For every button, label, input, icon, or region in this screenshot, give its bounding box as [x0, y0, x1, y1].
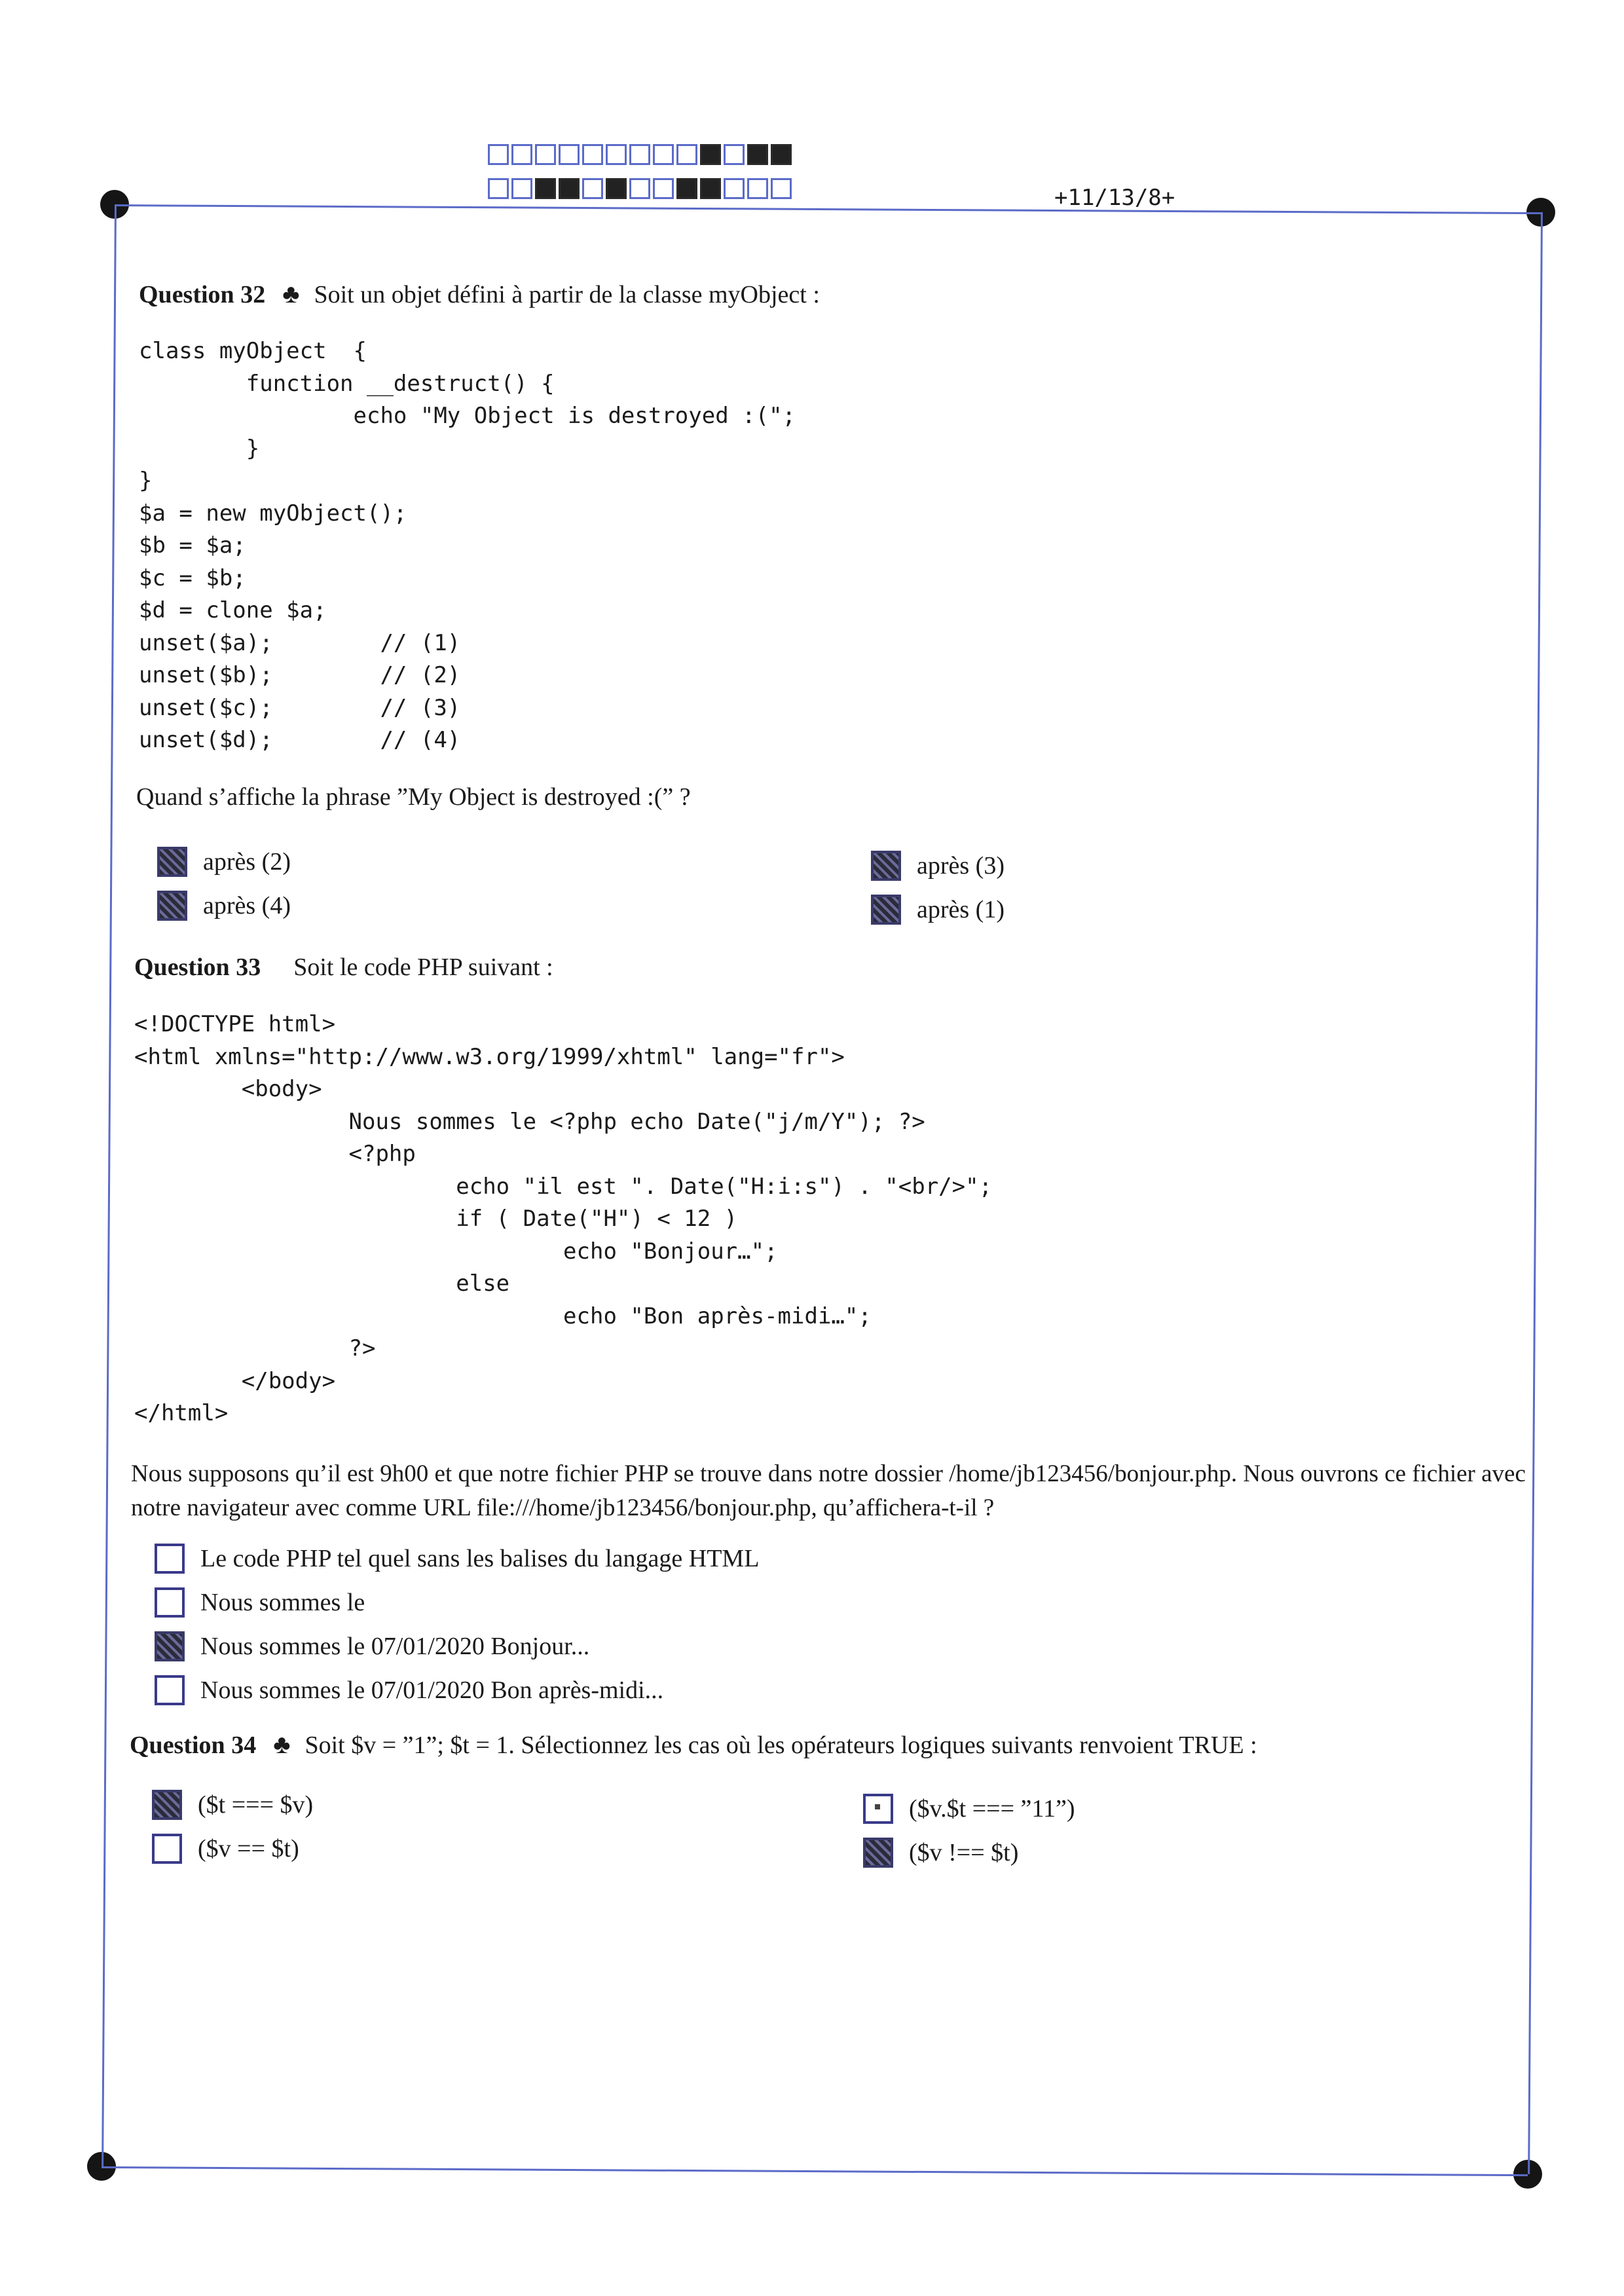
q32-answer-after-4[interactable]	[157, 891, 291, 921]
q34-answer-strict-equal[interactable]	[152, 1790, 313, 1820]
checkbox-checked[interactable]	[871, 851, 901, 881]
question-33-paragraph: Nous supposons qu’il est 9h00 et que notre fichier PHP se trouve dans notre dossier /home/jb123456/bonjour.php. Nous ouvrons ce fichier avec notre navigateur avec comme URL file:///home/jb123456/bonjour.php, qu’affichera-t-il ?	[131, 1460, 1526, 1521]
answer-label: après (1)	[917, 896, 1005, 923]
question-prompt: Soit $v = ”1”; $t = 1. Sélectionnez les cas où les opérateurs logiques suivants renvoient TRUE :	[304, 1731, 1257, 1759]
checkbox-unchecked[interactable]	[155, 1587, 185, 1618]
checkbox-checked[interactable]	[157, 891, 187, 921]
club-icon: ♣	[273, 1730, 291, 1759]
q34-answer-loose-equal[interactable]	[152, 1834, 299, 1864]
answer-label: ($v.$t === ”11”)	[909, 1795, 1075, 1823]
answer-label: ($t === $v)	[198, 1791, 314, 1819]
checkbox-unchecked[interactable]	[152, 1834, 182, 1864]
frame-right	[1528, 212, 1543, 2174]
q33-answer-bonjour[interactable]	[155, 1631, 589, 1661]
question-34-title	[130, 1729, 1257, 1760]
checkbox-checked[interactable]	[157, 847, 187, 877]
checkbox-unchecked[interactable]	[155, 1675, 185, 1705]
club-icon: ♣	[282, 279, 300, 308]
answer-label: après (4)	[203, 892, 291, 919]
scan-id-code	[488, 144, 802, 210]
answer-label: Nous sommes le	[200, 1589, 365, 1616]
checkbox-checked[interactable]	[871, 895, 901, 925]
checkbox-unchecked[interactable]	[863, 1794, 893, 1824]
checkbox-checked[interactable]	[155, 1631, 185, 1661]
q32-answer-after-2[interactable]	[157, 847, 291, 877]
frame-left	[101, 204, 117, 2166]
question-33-title	[134, 953, 553, 982]
frame-bottom	[101, 2166, 1528, 2176]
checkbox-unchecked[interactable]	[155, 1544, 185, 1574]
question-32-title	[139, 278, 820, 309]
question-number: Question 34	[130, 1731, 257, 1759]
page-id: +11/13/8+	[1054, 185, 1175, 211]
q33-answer-bon-apres-midi[interactable]	[155, 1675, 663, 1705]
question-32-code: class myObject { function __destruct() { echo "My Object is destroyed :("; } } $a = new myObject(); $b = $a; $c = $b; $d = clone $a; unset($a); // (1) unset($b); // (2) unset($c); // (3) unset($d); // (4)	[139, 338, 796, 753]
q32-answer-after-1[interactable]	[871, 895, 1005, 925]
answer-label: Nous sommes le 07/01/2020 Bonjour...	[200, 1633, 590, 1660]
question-number: Question 32	[139, 281, 266, 308]
answer-label: Nous sommes le 07/01/2020 Bon après-midi...	[200, 1676, 664, 1704]
frame-top	[115, 204, 1541, 214]
answer-label: Le code PHP tel quel sans les balises du langage HTML	[200, 1545, 760, 1572]
question-32-question: Quand s’affiche la phrase ”My Object is destroyed :(” ?	[136, 783, 691, 811]
checkbox-checked[interactable]	[152, 1790, 182, 1820]
checkbox-checked[interactable]	[863, 1838, 893, 1868]
q34-answer-concat-11[interactable]	[863, 1794, 1075, 1824]
q32-answer-after-3[interactable]	[871, 851, 1005, 881]
q34-answer-not-identical[interactable]	[863, 1838, 1018, 1868]
q33-answer-raw-code[interactable]	[155, 1544, 759, 1574]
answer-label: après (2)	[203, 848, 291, 876]
q33-answer-nous-sommes-le[interactable]	[155, 1587, 365, 1618]
answer-label: après (3)	[917, 852, 1005, 880]
question-33-code: <!DOCTYPE html> <html xmlns="http://www.w3.org/1999/xhtml" lang="fr"> <body> Nous sommes le <?php echo Date("j/m/Y"); ?> <?php echo "il est ". Date("H:i:s") . "<br/>"; if ( Date("H") < 12 ) echo "Bonjour…"; else echo "Bon après-midi…"; ?> </body> </html>	[134, 1011, 993, 1426]
question-prompt: Soit le code PHP suivant :	[293, 954, 553, 981]
question-prompt: Soit un objet défini à partir de la classe myObject :	[314, 281, 820, 308]
answer-label: ($v == $t)	[198, 1835, 299, 1862]
question-number: Question 33	[134, 954, 261, 981]
answer-label: ($v !== $t)	[909, 1839, 1019, 1866]
